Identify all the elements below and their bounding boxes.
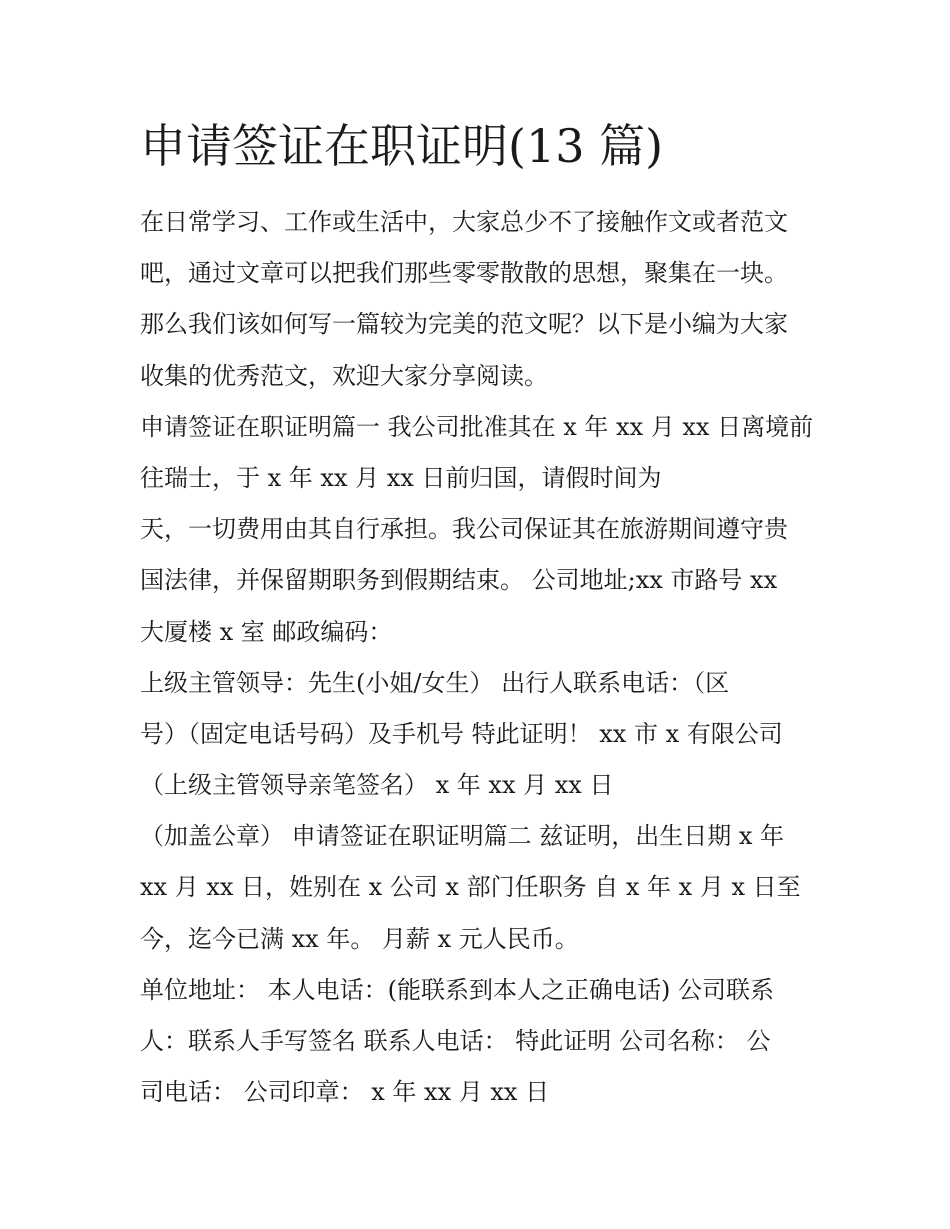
body-line: 号）（固定电话号码）及手机号 特此证明！ xx 市 x 有限公司	[140, 719, 783, 748]
body-line: 那么我们该如何写一篇较为完美的范文呢？以下是小编为大家	[140, 310, 788, 339]
body-line: 在日常学习、工作或生活中，大家总少不了接触作文或者范文	[140, 208, 788, 236]
body-line: 上级主管领导：先生(小姐/女生） 出行人联系电话：（区	[140, 668, 730, 697]
body-line: （加盖公章） 申请签证在职证明篇二 兹证明，出生日期 x 年	[140, 822, 785, 851]
document-title: 申请签证在职证明(13 篇)	[140, 119, 664, 173]
body-line: （上级主管领导亲笔签名） x 年 xx 月 xx 日	[140, 771, 614, 800]
body-line: 吧，通过文章可以把我们那些零零散散的思想，聚集在一块。	[140, 259, 788, 288]
body-line: 申请签证在职证明篇一 我公司批准其在 x 年 xx 月 xx 日离境前	[140, 412, 814, 441]
body-line: 今，迄今已满 xx 年。 月薪 x 元人民币。	[140, 924, 579, 953]
body-line: xx 月 xx 日，姓别在 x 公司 x 部门任职务 自 x 年 x 月 x 日至	[140, 873, 801, 902]
body-line: 人：联系人手写签名 联系人电话： 特此证明 公司名称： 公	[140, 1027, 771, 1055]
body-line: 司电话： 公司印章： x 年 xx 月 xx 日	[140, 1078, 550, 1107]
body-line: 收集的优秀范文，欢迎大家分享阅读。	[140, 361, 548, 390]
body-line: 国法律，并保留期职务到假期结束。 公司地址;xx 市路号 xx	[140, 566, 778, 595]
body-line: 大厦楼 x 室 邮政编码：	[140, 617, 393, 646]
body-line: 单位地址： 本人电话：(能联系到本人之正确电话) 公司联系	[140, 975, 774, 1004]
body-line: 往瑞士，于 x 年 xx 月 xx 日前归国，请假时间为	[140, 463, 662, 492]
body-line: 天，一切费用由其自行承担。我公司保证其在旅游期间遵守贵	[140, 515, 788, 544]
document-body	[140, 197, 830, 1118]
